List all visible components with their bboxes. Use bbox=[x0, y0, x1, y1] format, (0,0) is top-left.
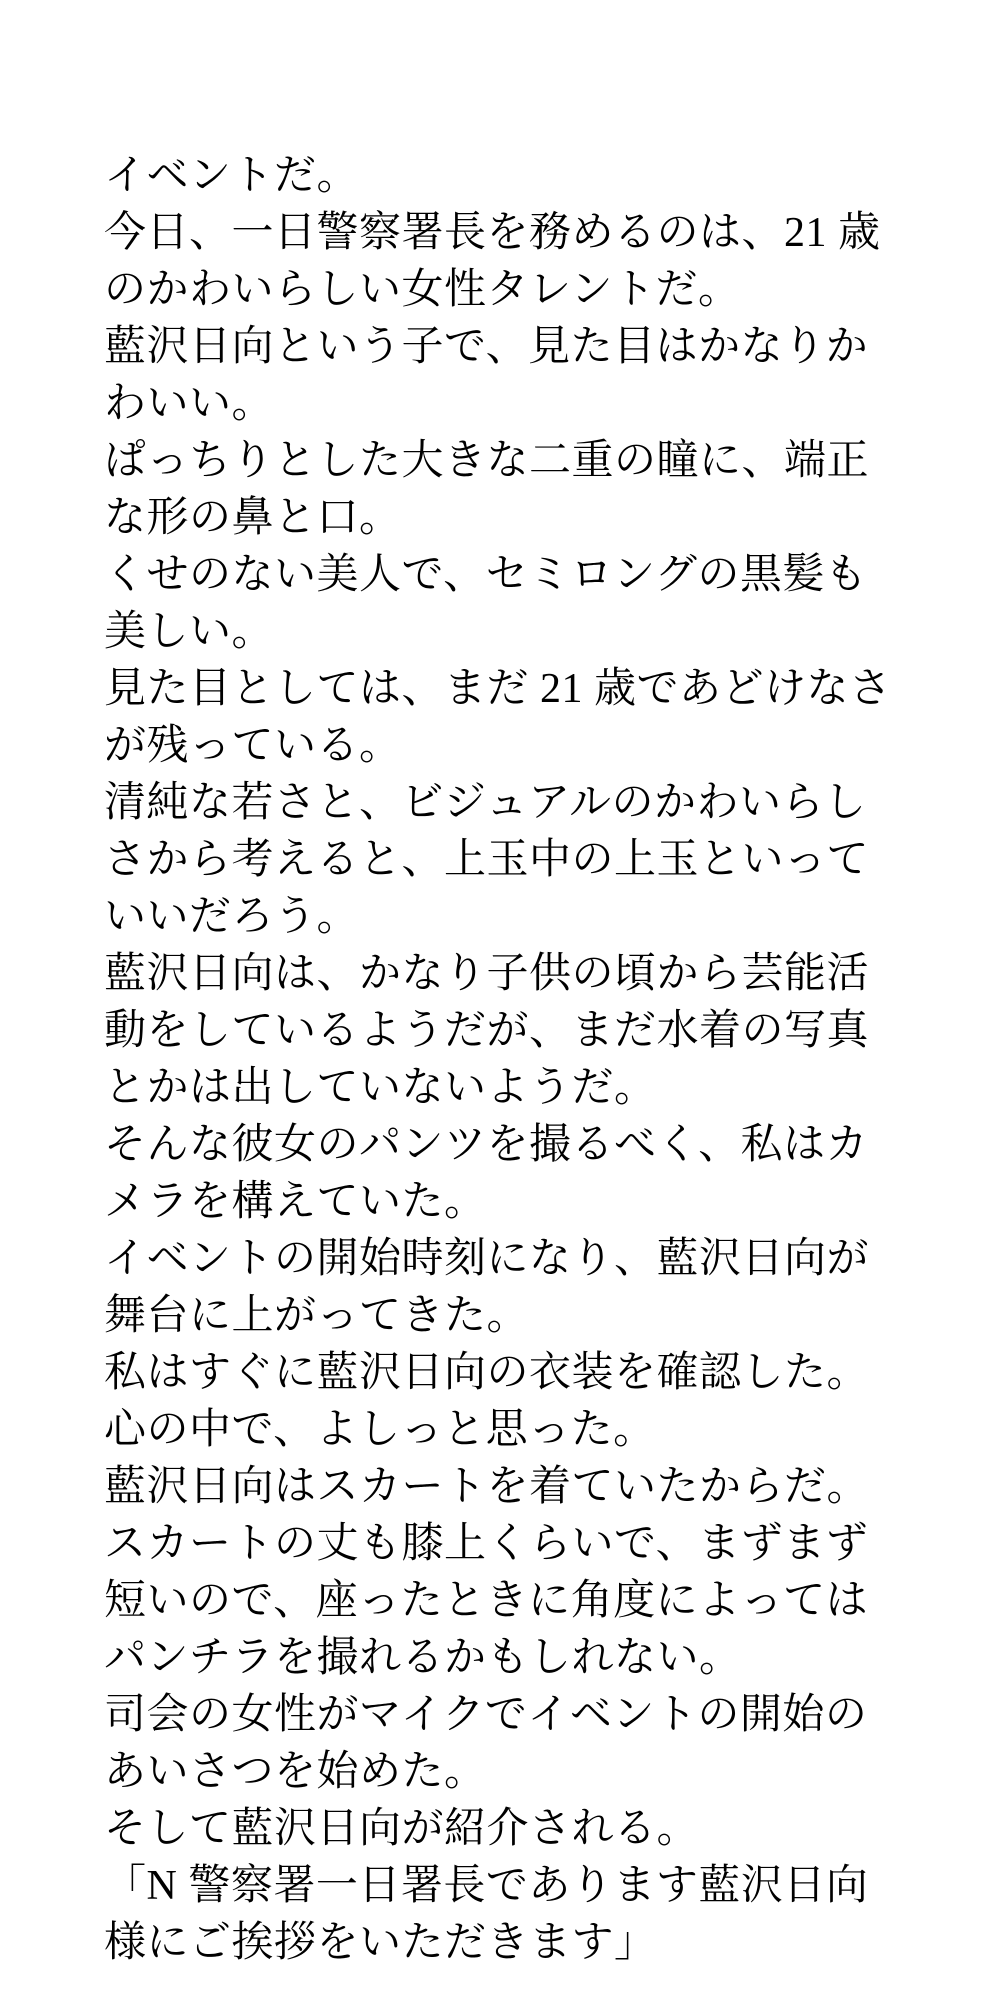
paragraph: イベントだ。 bbox=[104, 153, 360, 199]
paragraph: そんな彼女のパンツを撮るべく、私はカメラを構えていた。 bbox=[104, 1122, 869, 1225]
paragraph: 私はすぐに藍沢日向の衣装を確認した。 bbox=[104, 1350, 870, 1396]
paragraph: 司会の女性がマイクでイベントの開始のあいさつを始めた。 bbox=[104, 1692, 868, 1795]
paragraph: 見た目としては、まだ 21 歳であどけなさが残っている。 bbox=[104, 666, 892, 769]
paragraph: スカートの丈も膝上くらいで、まずまず短いので、座ったときに角度によってはパンチラを撮れるかもしれない。 bbox=[104, 1521, 869, 1681]
paragraph: くせのない美人で、セミロングの黒髪も美しい。 bbox=[104, 552, 868, 655]
paragraph: 今日、一日警察署長を務めるのは、21 歳のかわいらしい女性タレントだ。 bbox=[104, 210, 881, 313]
paragraph: 「N 警察署一日署長であります藍沢日向様にご挨拶をいただきます」 bbox=[104, 1863, 869, 1966]
paragraph: イベントの開始時刻になり、藍沢日向が舞台に上がってきた。 bbox=[104, 1236, 870, 1339]
paragraph: 心の中で、よしっと思った。 bbox=[104, 1407, 656, 1453]
paragraph: そして藍沢日向が紹介される。 bbox=[104, 1806, 700, 1852]
paragraph: ぱっちりとした大きな二重の瞳に、端正な形の鼻と口。 bbox=[104, 438, 870, 541]
text-page bbox=[104, 148, 904, 1972]
paragraph: 清純な若さと、ビジュアルのかわいらしさから考えると、上玉中の上玉といっていいだろう。 bbox=[104, 780, 870, 940]
paragraph: 藍沢日向は、かなり子供の頃から芸能活動をしているようだが、まだ水着の写真とかは出していないようだ。 bbox=[104, 951, 870, 1111]
paragraph: 藍沢日向はスカートを着ていたからだ。 bbox=[104, 1464, 870, 1510]
paragraph: 藍沢日向という子で、見た目はかなりかわいい。 bbox=[104, 324, 869, 427]
